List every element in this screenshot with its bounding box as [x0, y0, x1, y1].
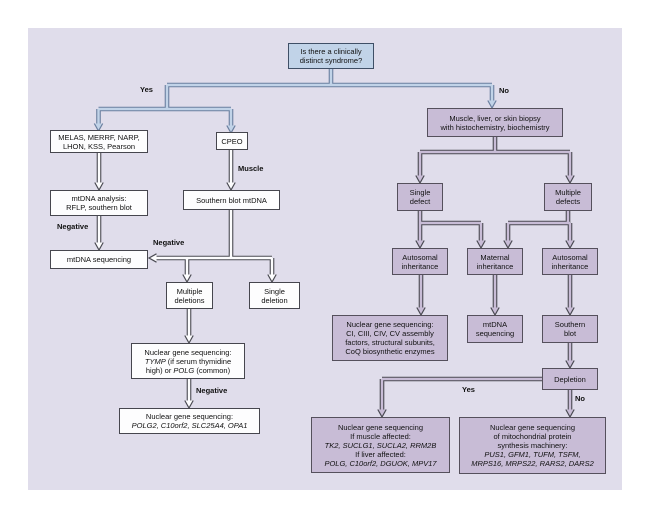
node-text-line: factors, structural subunits, [345, 338, 435, 347]
node-text-line: inheritance [551, 261, 589, 271]
node-text-line: Multiple [555, 188, 581, 197]
node-text-line: distinct syndrome? [299, 56, 363, 65]
node-text-line: deletions [174, 295, 205, 305]
gene-list: POLG, C10orf2, DGUOK, MPV17 [324, 458, 437, 468]
node-text-line: mtDNA sequencing [66, 255, 132, 264]
node-text-line: Southern [554, 320, 586, 329]
node-autosomal-inheritance-1 [392, 248, 448, 275]
node-maternal-inheritance [467, 248, 523, 275]
node-text-line: with histochemistry, biochemistry [440, 122, 550, 132]
node-text-line: Nuclear gene sequencing: [144, 347, 232, 357]
node-depletion [542, 368, 598, 390]
node-text-line: mtDNA [482, 320, 508, 329]
node-text-line: blot [563, 329, 577, 338]
node-text-line: deletion [261, 295, 288, 305]
node-single-deletion [249, 282, 300, 309]
node-nuclear-tymp-polg [131, 343, 245, 379]
node-text-line: CI, CIII, CIV, CV assembly [346, 329, 434, 338]
node-nuclear-mito-synthesis-panel [459, 417, 606, 474]
node-text-line: Autosomal [552, 252, 588, 262]
node-text-line: Single [409, 188, 431, 197]
node-clinical-syndrome-question [288, 43, 374, 69]
edge-label-negative-1: Negative [57, 222, 89, 231]
node-nuclear-complex-sequencing [332, 315, 448, 361]
node-text-line: CPEO [221, 136, 243, 146]
node-text-line: mtDNA analysis: [71, 194, 127, 203]
gene-name: POLG [173, 365, 195, 375]
node-text-line: Nuclear gene sequencing: [145, 412, 234, 421]
node-text-line: Depletion [554, 374, 586, 384]
node-nuclear-muscle-liver-panel [311, 417, 450, 473]
node-melas-syndromes [50, 130, 148, 153]
node-text-line: inheritance [476, 261, 514, 271]
node-autosomal-inheritance-2 [542, 248, 598, 275]
node-text-line: sequencing [475, 329, 515, 338]
gene-list: PUS1, GFM1, TUFM, TSFM, [484, 450, 581, 459]
edge-label-negative-3: Negative [196, 386, 228, 395]
node-mtdna-sequencing-left [50, 250, 148, 269]
edge-label-no: No [499, 86, 509, 95]
node-text-line: Single [264, 286, 285, 296]
node-southern-blot-mtdna [183, 190, 280, 210]
node-text-fragment: (common) [194, 365, 231, 375]
node-text-line: Is there a clinically [300, 47, 362, 56]
edge-label-no-depletion: No [575, 394, 585, 403]
gene-name: TYMP [144, 356, 166, 366]
node-text-line: Maternal [480, 252, 510, 262]
node-text-line: of mitochondrial protein [493, 432, 572, 441]
node-nuclear-polg2-panel [119, 408, 260, 434]
node-multiple-defects [544, 183, 592, 211]
node-text-line: Nuclear gene sequencing [489, 423, 576, 432]
node-text-line: defect [409, 197, 431, 206]
node-multiple-deletions [166, 282, 213, 309]
node-cpeo [216, 132, 248, 150]
edge-label-yes-depletion: Yes [462, 385, 475, 394]
gene-list: MRPS16, MRPS22, RARS2, DARS2 [471, 459, 594, 468]
node-text-line: Muscle, liver, or skin biopsy [449, 113, 541, 123]
gene-list: TK2, SUCLG1, SUCLA2, RRM2B [324, 440, 437, 450]
node-text-line: MELAS, MERRF, NARP, [58, 132, 140, 142]
node-text-line [146, 366, 230, 375]
node-text-line: If muscle affected: [350, 431, 411, 441]
node-mtdna-sequencing-right [467, 315, 523, 343]
node-text-line: synthesis machinery: [497, 441, 568, 450]
node-southern-blot [542, 315, 598, 343]
edge-label-negative-2: Negative [153, 238, 185, 247]
node-text-line: If liver affected: [355, 449, 406, 459]
gene-list: POLG2, C10orf2, SLC25A4, OPA1 [131, 421, 248, 430]
node-biopsy [427, 108, 563, 137]
node-text-line: Southern blot mtDNA [196, 195, 267, 205]
edge-label-yes: Yes [140, 85, 153, 94]
node-text-line: defects [555, 197, 581, 206]
node-text-line: LHON, KSS, Pearson [62, 141, 136, 151]
node-single-defect [397, 183, 443, 211]
node-text-line [145, 357, 231, 366]
node-text-line: Nuclear gene sequencing [337, 422, 424, 432]
node-text-line: CoQ biosynthetic enzymes [345, 347, 435, 356]
node-text-fragment: (if serum thymidine [165, 356, 232, 366]
node-text-line: Multiple [176, 286, 203, 296]
node-text-line: Autosomal [402, 252, 438, 262]
node-text-line: RFLP, southern blot [66, 203, 132, 212]
node-text-line: inheritance [401, 261, 439, 271]
edge-label-muscle: Muscle [238, 164, 264, 173]
node-text-line: Nuclear gene sequencing: [346, 320, 434, 329]
node-mtdna-analysis [50, 190, 148, 216]
node-text-fragment: high) or [145, 365, 174, 375]
